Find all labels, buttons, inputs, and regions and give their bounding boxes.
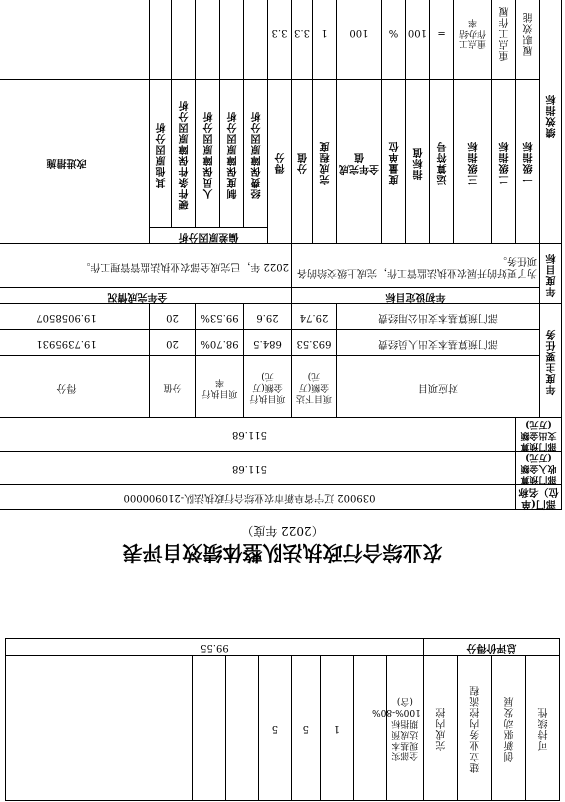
task-score: 19.7395931 <box>0 330 149 356</box>
goals-section-label: 年度目标 <box>540 244 562 304</box>
criterion-cell: 完成内控 <box>423 656 457 801</box>
ind-header-l1: 一级指标 <box>515 80 539 244</box>
task-executed: 684.5 <box>243 330 291 356</box>
tasks-header-executed: 项目执行金额(万元) <box>243 356 291 418</box>
goals-completion-header: 全年完成情况 <box>0 288 291 304</box>
ind-rate: 1 <box>312 0 336 80</box>
task-row <box>0 330 562 356</box>
ind-header-score: 得分 <box>267 80 291 244</box>
criterion-cell: 建立业务内控流程 <box>457 656 491 801</box>
document-title: 农业综合行政执法队整体绩效自评表 <box>122 541 443 565</box>
task-project: 部门预算基本支出人员经费 <box>336 330 539 356</box>
ind-header-score-value: 分值 <box>291 80 312 244</box>
ind-target: 100 <box>405 0 429 80</box>
ind-header-l2: 二级指标 <box>491 80 515 244</box>
dept-label: 部门(单位）名称 <box>515 485 561 510</box>
task-project: 部门预算基本支出公用经费 <box>336 304 539 330</box>
tasks-header-value: 分值 <box>149 356 195 418</box>
blank-cell <box>6 656 193 801</box>
dept-value: 039002 辽宁省阜新市农业综合行政执法队-210900000 <box>0 485 515 510</box>
tasks-header-score: 得分 <box>0 356 149 418</box>
value-cell: 5 <box>258 656 291 801</box>
ind-improve <box>0 0 149 80</box>
tasks-header-allocated: 项目下达金额(万元) <box>291 356 336 418</box>
value-cell: 5 <box>291 656 320 801</box>
ind-unit: % <box>381 0 405 80</box>
goals-completion-text: 2022 年，已完成全部农业执法监管管理工作。 <box>0 244 291 288</box>
ind-header-actual: 全年完成值 <box>336 80 381 244</box>
document-subtitle: （2022 年度） <box>241 524 324 538</box>
ind-header-d2: 制度保障原因分析 <box>219 80 243 228</box>
criterion-cell: 创新驱动发展 <box>491 656 525 801</box>
ind-header-d4: 硬件条件保障原因分析 <box>171 80 195 228</box>
total-score-value: 99.55 <box>6 639 424 656</box>
expense-value: 511.68 <box>0 418 515 451</box>
ind-header-unit: 度量单位 <box>381 80 405 244</box>
ind-l3: 重点工作办结率 <box>453 0 491 80</box>
criterion-cell: 可持续性 <box>525 656 559 801</box>
ind-header-d5: 其他原因分析 <box>149 80 171 228</box>
tasks-header-rate: 项目执行率 <box>195 356 243 418</box>
ind-d4 <box>171 0 195 80</box>
goals-target-header: 年初设定目标 <box>291 288 539 304</box>
task-value: 20 <box>149 304 195 330</box>
ind-header-d1: 经费保障原因分析 <box>243 80 267 228</box>
total-score-label: 总评价得分 <box>423 639 559 656</box>
task-value: 20 <box>149 330 195 356</box>
goals-target-text: 为了更好的开展农业执法监管工作，完成上级交给的各项任务。 <box>291 244 539 288</box>
ind-d3 <box>195 0 219 80</box>
ind-op: = <box>429 0 453 80</box>
indicator-row <box>0 0 562 80</box>
blank-cell <box>192 656 225 801</box>
value-cell: 1 <box>320 656 353 801</box>
continuation-table <box>5 638 560 801</box>
ind-header-l3: 三级指标 <box>453 80 491 244</box>
ind-l2: 重点工作履 <box>491 0 515 80</box>
task-rate: 98.70% <box>195 330 243 356</box>
ind-header-improve: 改进措施 <box>0 80 149 244</box>
standard-cell: 全部实现基本达成预期指标100%-80%(含) <box>386 656 423 801</box>
task-rate: 99.53% <box>195 304 243 330</box>
ind-header-deviation: 偏差原因分析 <box>149 228 267 244</box>
expense-label: 部门预算支出金额(万元) <box>515 418 561 451</box>
task-executed: 29.6 <box>243 304 291 330</box>
indicators-section-label: 绩效指标 <box>540 0 562 244</box>
task-row <box>0 304 562 330</box>
blank-cell <box>353 656 386 801</box>
revenue-label: 部门预算收入金额(万元) <box>515 451 561 484</box>
ind-d2 <box>219 0 243 80</box>
blank-cell <box>225 656 258 801</box>
task-allocated: 693.53 <box>291 330 336 356</box>
task-allocated: 29.74 <box>291 304 336 330</box>
ind-header-rate: 完成程度 <box>312 80 336 244</box>
ind-header-op: 运算符号 <box>429 80 453 244</box>
ind-score: 3.3 <box>267 0 291 80</box>
ind-d1 <box>243 0 267 80</box>
tasks-header-project: 对应项目 <box>336 356 539 418</box>
ind-score-value: 3.3 <box>291 0 312 80</box>
ind-d5 <box>149 0 171 80</box>
ind-header-target: 指标值 <box>405 80 429 244</box>
ind-actual: 100 <box>336 0 381 80</box>
task-score: 19.9058507 <box>0 304 149 330</box>
ind-l1: 履职效能 <box>515 0 539 80</box>
revenue-value: 511.68 <box>0 451 515 484</box>
ind-header-d3: 人员保障原因分析 <box>195 80 219 228</box>
tasks-section-label: 年度主要任务 <box>540 304 562 418</box>
